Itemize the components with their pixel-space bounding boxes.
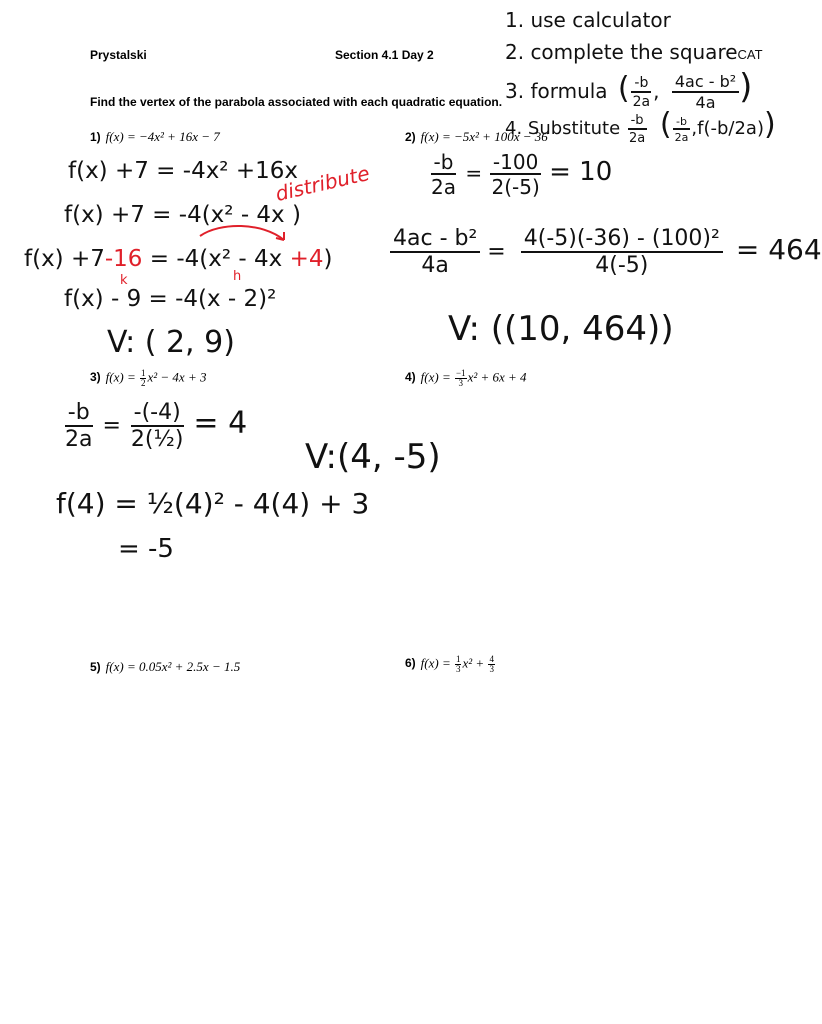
p2-neg-b-over-2a — [428, 152, 612, 197]
p1-step-3 — [24, 248, 332, 271]
neg-b-over-2a — [626, 114, 648, 145]
fraction-denominator: 3 — [489, 664, 494, 674]
problem-number: 6) — [405, 656, 416, 671]
distribute-arrow — [200, 226, 284, 240]
problem-number: 2) — [405, 130, 416, 144]
problem-equation: f(x) = −4x² + 16x − 7 — [105, 129, 220, 144]
comma: , — [653, 79, 660, 103]
problem-1 — [90, 129, 220, 145]
p1-step-1: f(x) +7 = -4x² +16x — [68, 158, 298, 184]
constant-fraction — [488, 655, 495, 674]
p1-step-4: f(x) - 9 = -4(x - 2)² — [64, 286, 277, 312]
problem-number: 5) — [90, 660, 101, 674]
denominator: 2a — [628, 130, 646, 146]
problem-5 — [90, 659, 240, 675]
substituted-fraction — [128, 402, 187, 451]
problem-rest: x² + 6x + 4 — [467, 369, 527, 385]
p1-vertex: V: ( 2, 9) — [107, 325, 235, 360]
function-of-vertex-x: f(-b/2a) — [697, 118, 764, 139]
p3-vertex: V:(4, -5) — [305, 437, 441, 477]
equals: = — [102, 413, 121, 439]
paren: ) — [763, 107, 776, 142]
fraction-numerator: 4 — [489, 654, 494, 664]
denominator: 2a — [431, 175, 456, 199]
result: = 10 — [549, 157, 613, 187]
numerator: 4(-5)(-36) - (100)² — [521, 228, 723, 253]
neg-b-over-2a — [62, 402, 95, 451]
problem-number: 1) — [90, 130, 101, 144]
p2-vertex: V: ((10, 464)) — [448, 309, 674, 349]
numerator: -b — [673, 116, 690, 130]
denominator: 2(-5) — [491, 175, 540, 199]
neg-b-over-2a — [630, 76, 654, 109]
neg-b-over-2a — [672, 116, 692, 143]
denominator: 2(½) — [130, 427, 184, 452]
comma: , — [691, 118, 698, 139]
problem-fx: f(x) = — [420, 369, 454, 385]
denominator: 2a — [65, 427, 93, 452]
step-text: f(x) +7 — [24, 246, 105, 272]
fraction-denominator: 3 — [458, 378, 464, 388]
result: = 464 — [735, 232, 822, 266]
problem-4 — [405, 369, 527, 388]
numerator: -b — [431, 152, 457, 175]
fraction-numerator: −1 — [455, 368, 466, 378]
problem-fx: f(x) = — [420, 655, 454, 671]
method-2-suffix: CAT — [737, 47, 763, 62]
p2-k-formula — [390, 228, 822, 277]
equals: = — [487, 239, 506, 265]
fraction-numerator: 1 — [455, 654, 461, 664]
method-1: 1. use calculator — [505, 8, 671, 32]
substituted-fraction — [521, 228, 723, 277]
problem-rest: x² − 4x + 3 — [147, 369, 207, 385]
numerator: 4ac - b² — [672, 74, 739, 93]
distribute-note: distribute — [273, 161, 372, 206]
k-formula — [390, 228, 480, 277]
problem-number: 3) — [90, 370, 101, 385]
method-4 — [505, 107, 776, 146]
paren: ( — [617, 71, 630, 106]
instructions: Find the vertex of the parabola associated with each quadratic equation. — [90, 95, 503, 109]
distribute-arrowhead — [276, 232, 284, 240]
vertex-k-formula — [672, 74, 739, 111]
paren: ( — [659, 107, 672, 142]
equals: = — [465, 161, 483, 185]
problem-equation: f(x) = −5x² + 100x − 36 — [420, 129, 548, 144]
denominator: 2a — [674, 130, 689, 144]
numerator: -(-4) — [131, 402, 184, 427]
numerator: -b — [631, 76, 651, 93]
added-constant: -16 — [104, 246, 143, 272]
numerator: -b — [65, 402, 93, 427]
added-term: +4 — [289, 246, 324, 272]
problem-fx: f(x) = — [105, 369, 139, 385]
method-3-label: 3. formula — [505, 79, 608, 103]
fraction-denominator: 2 — [140, 378, 146, 388]
substituted-fraction — [488, 152, 542, 197]
k-label: k — [120, 273, 128, 288]
result: = 4 — [193, 405, 248, 441]
p3-neg-b-over-2a — [62, 402, 247, 451]
coefficient-fraction — [140, 369, 147, 388]
numerator: -b — [628, 114, 647, 130]
coefficient-fraction — [455, 655, 462, 674]
denominator: 4(-5) — [595, 253, 649, 278]
author-name: Prystalski — [90, 48, 147, 62]
denominator: 4a — [695, 93, 716, 112]
h-label: h — [233, 269, 242, 284]
coefficient-fraction — [455, 369, 467, 388]
problem-equation: f(x) = 0.05x² + 2.5x − 1.5 — [105, 659, 241, 674]
problem-number: 4) — [405, 370, 416, 385]
denominator: 2a — [632, 94, 651, 110]
problem-6 — [405, 655, 496, 674]
p1-step-2: f(x) +7 = -4(x² - 4x ) — [64, 202, 301, 228]
denominator: 4a — [421, 253, 449, 278]
fraction-numerator: 1 — [140, 368, 146, 378]
step-text: = -4(x² - 4x — [149, 246, 283, 272]
neg-b-over-2a — [428, 152, 459, 197]
method-2 — [505, 42, 763, 62]
method-4-label: 4. Substitute — [505, 118, 621, 139]
p3-result: = -5 — [118, 534, 174, 564]
method-2-text: 2. complete the square — [505, 40, 738, 64]
problem-3 — [90, 369, 206, 388]
fraction-denominator: 3 — [455, 664, 461, 674]
numerator: 4ac - b² — [390, 228, 480, 253]
numerator: -100 — [490, 152, 541, 175]
step-text: ) — [323, 246, 333, 272]
p3-substitute: f(4) = ½(4)² - 4(4) + 3 — [56, 487, 370, 520]
method-3 — [505, 67, 753, 112]
section-title: Section 4.1 Day 2 — [335, 48, 434, 62]
problem-mid: x² + — [462, 655, 488, 671]
paren: ) — [739, 67, 753, 107]
